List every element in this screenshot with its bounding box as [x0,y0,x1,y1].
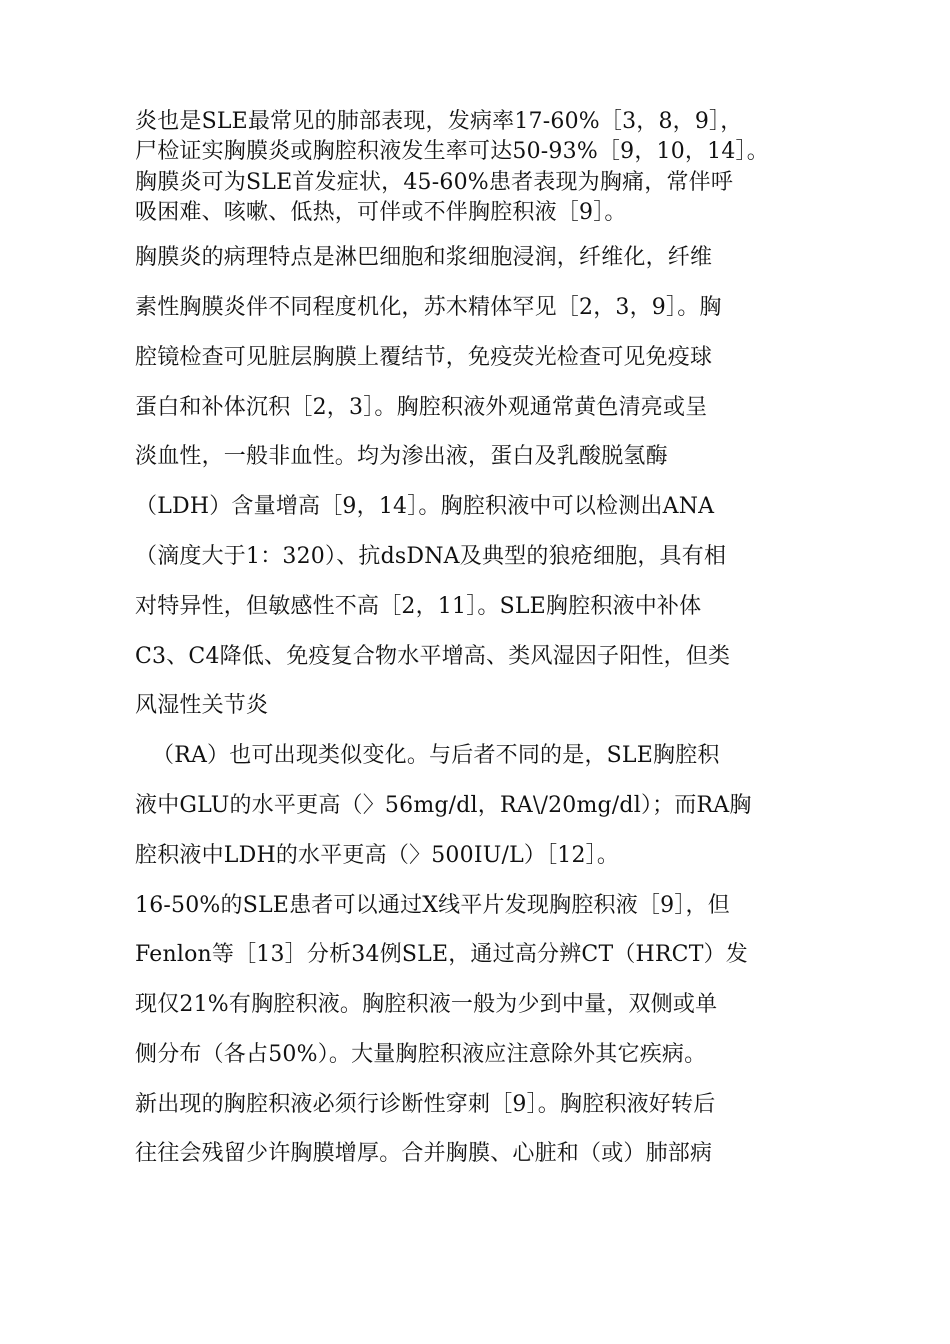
text-line: （滴度大于1：320）、抗dsDNA及典型的狼疮细胞，具有相 [135,544,727,569]
text-line: 新出现的胸腔积液必须行诊断性穿刺［9］。胸腔积液好转后 [135,1092,716,1117]
text-line: 腔积液中LDH的水平更高（〉500IU/L）［12］。 [135,843,620,868]
text-line: 腔镜检查可见脏层胸膜上覆结节，免疫荧光检查可见免疫球 [135,345,713,370]
text-line: 胸膜炎可为SLE首发症状，45-60%患者表现为胸痛，常伴呼 [135,170,734,195]
text-line: 素性胸膜炎伴不同程度机化，苏木精体罕见［2，3，9］。胸 [135,295,722,320]
text-line: 往往会残留少许胸膜增厚。合并胸膜、心脏和（或）肺部病 [135,1141,713,1166]
text-line: Fenlon等［13］分析34例SLE，通过高分辨CT（HRCT）发 [135,942,748,967]
text-line: 现仅21%有胸腔积液。胸腔积液一般为少到中量，双侧或单 [135,992,718,1017]
text-line: 炎也是SLE最常见的肺部表现，发病率17-60%［3，8，9］， [135,109,743,134]
text-line: 蛋白和补体沉积［2，3］。胸腔积液外观通常黄色清亮或呈 [135,395,708,420]
text-line: （RA）也可出现类似变化。与后者不同的是，SLE胸腔积 [152,743,720,768]
text-line: 淡血性，一般非血性。均为渗出液，蛋白及乳酸脱氢酶 [135,444,668,469]
text-line: C3、C4降低、免疫复合物水平增高、类风湿因子阳性，但类 [135,644,731,669]
text-line: 侧分布（各占50%）。大量胸腔积液应注意除外其它疾病。 [135,1042,707,1067]
text-line: 吸困难、咳嗽、低热，可伴或不伴胸腔积液［9］。 [135,200,627,225]
text-line: 对特异性，但敏感性不高［2，11］。SLE胸腔积液中补体 [135,594,702,619]
text-line: 胸膜炎的病理特点是淋巴细胞和浆细胞浸润，纤维化，纤维 [135,245,713,270]
text-line: 液中GLU的水平更高（〉56mg/dl，RA\/20mg/dl）；而RA胸 [135,793,752,818]
text-line: 尸检证实胸膜炎或胸腔积液发生率可达50-93%［9，10，14］。 [135,139,769,164]
text-line: 风湿性关节炎 [135,693,269,718]
text-line: 16-50%的SLE患者可以通过X线平片发现胸腔积液［9］，但 [135,893,730,918]
text-line: （LDH）含量增高［9，14］。胸腔积液中可以检测出ANA [135,494,715,519]
